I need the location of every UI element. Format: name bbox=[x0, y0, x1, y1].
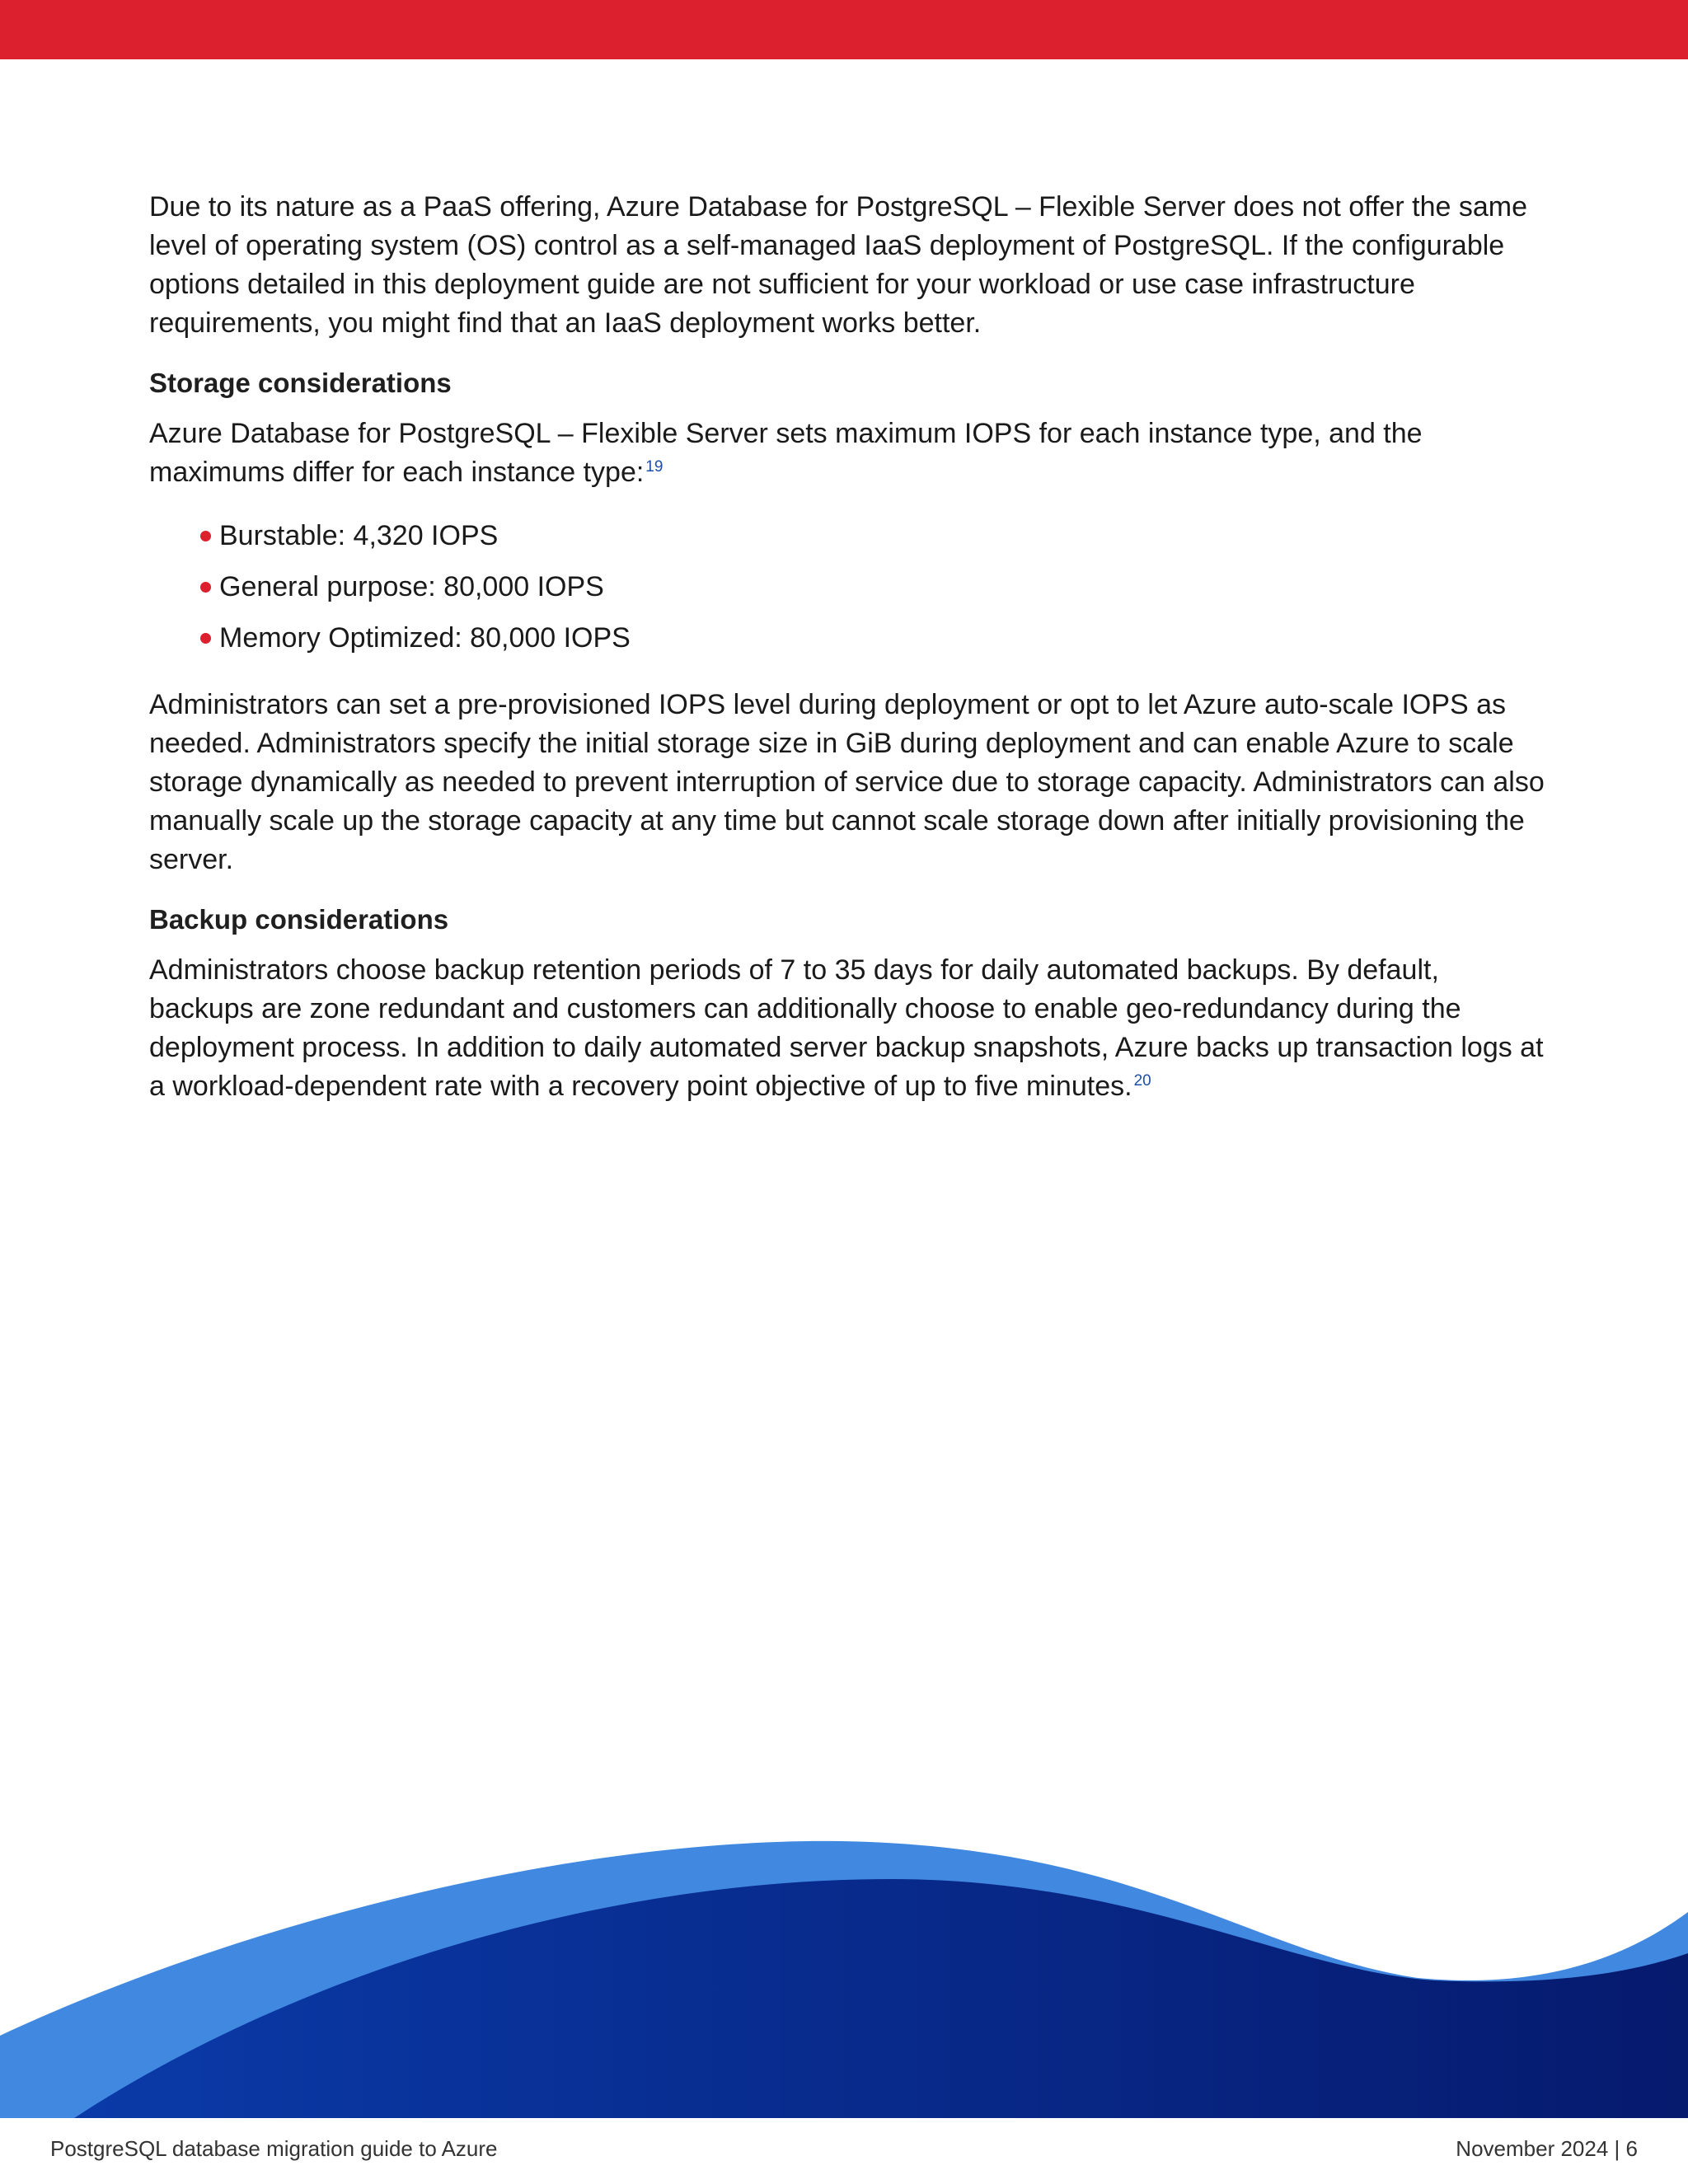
footnote-ref-19[interactable]: 19 bbox=[645, 457, 663, 476]
footer-page-info bbox=[1456, 2136, 1638, 2162]
storage-paragraph-2: Administrators can set a pre-provisioned IOPS level during deployment or opt to let Azure auto-scale IOPS as needed. Administrators specify the initial storage size in GiB during deployment and can enable Azure to scale storage dynamically as needed to prevent interruption of service due to storage capacity. Administrators can also manually scale up the storage capacity at any time but cannot scale storage down after initially provisioning the server. bbox=[149, 689, 1545, 875]
decorative-wave bbox=[0, 1830, 1688, 2118]
footer-separator: | bbox=[1614, 2136, 1620, 2161]
bullet-text: Burstable: 4,320 IOPS bbox=[219, 520, 499, 551]
list-item bbox=[200, 619, 1550, 658]
bullet-icon bbox=[200, 633, 211, 644]
page-footer bbox=[0, 2118, 1688, 2184]
footer-date: November 2024 bbox=[1456, 2136, 1609, 2161]
bullet-icon bbox=[200, 531, 211, 541]
bullet-text: General purpose: 80,000 IOPS bbox=[219, 571, 604, 602]
backup-heading: Backup considerations bbox=[149, 904, 449, 935]
backup-paragraph-text: Administrators choose backup retention periods of 7 to 35 days for daily automated backups. By default, backups are zone redundant and customers can additionally choose to enable geo-redundancy during the deployment process. In addition to daily automated server backup snapshots, Azure backs up transaction logs at a workload-dependent rate with a recovery point objective of up to five minutes. bbox=[149, 954, 1544, 1102]
storage-paragraph-text: Azure Database for PostgreSQL – Flexible Server sets maximum IOPS for each instance type, and the maximums differ for each instance type: bbox=[149, 418, 1423, 488]
page-number: 6 bbox=[1625, 2136, 1638, 2161]
iops-bullet-list bbox=[149, 517, 1550, 658]
wave-dark-band bbox=[74, 1879, 1688, 2118]
list-item bbox=[200, 517, 1550, 555]
bullet-text: Memory Optimized: 80,000 IOPS bbox=[219, 622, 631, 654]
footnote-ref-20[interactable]: 20 bbox=[1133, 1071, 1151, 1090]
bullet-icon bbox=[200, 582, 211, 593]
page-content bbox=[149, 188, 1550, 1130]
list-item bbox=[200, 568, 1550, 607]
backup-paragraph bbox=[149, 951, 1550, 1106]
intro-paragraph: Due to its nature as a PaaS offering, Azure Database for PostgreSQL – Flexible Server does not offer the same level of operating system (OS) control as a self-managed IaaS deployment of PostgreSQL. If the configurable options detailed in this deployment guide are not sufficient for your workload or use case infrastructure requirements, you might find that an IaaS deployment works better. bbox=[149, 191, 1527, 339]
storage-paragraph bbox=[149, 415, 1550, 492]
footer-document-title: PostgreSQL database migration guide to Azure bbox=[50, 2136, 498, 2161]
top-accent-bar bbox=[0, 0, 1688, 59]
storage-heading: Storage considerations bbox=[149, 368, 452, 398]
